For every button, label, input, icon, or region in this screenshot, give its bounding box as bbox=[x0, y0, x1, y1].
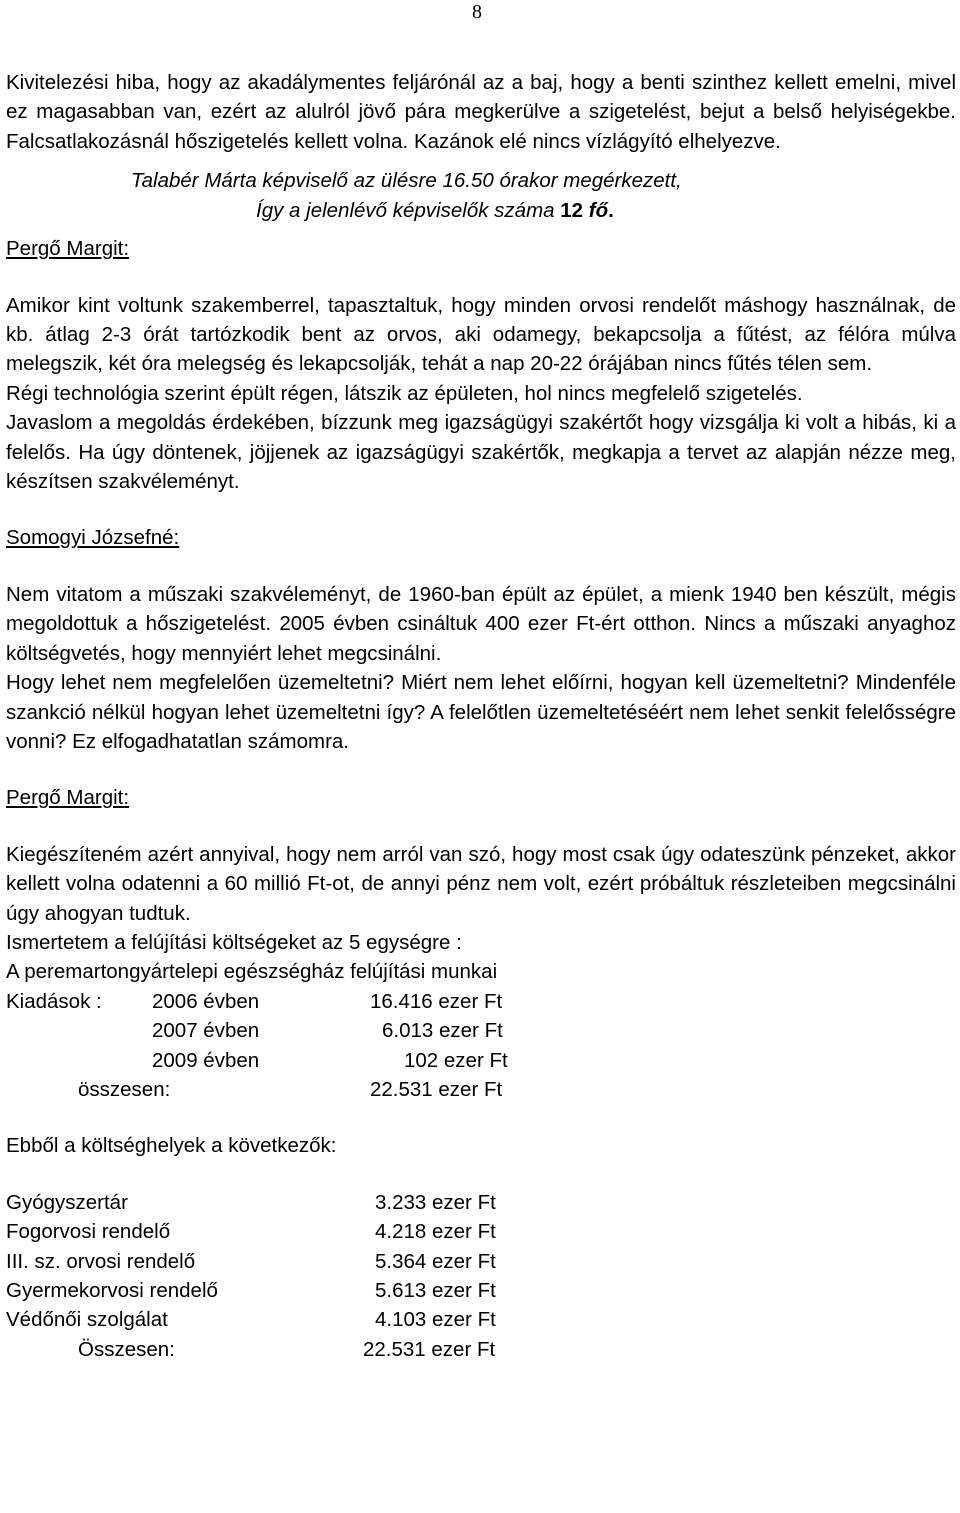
cost-place-amount: 5.364 ezer Ft bbox=[375, 1249, 496, 1273]
attendance-note bbox=[6, 166, 956, 226]
paragraph-old-technology: Régi technológia szerint épült régen, látszik az épületen, hol nincs megfelelő szigetelés. bbox=[6, 381, 803, 405]
paragraph-cost-intro: Ismertetem a felújítási költségeket az 5 egységre : bbox=[6, 930, 462, 954]
cost-place-total-amount: 22.531 ezer Ft bbox=[363, 1337, 496, 1361]
cost-place-amount: 4.218 ezer Ft bbox=[375, 1220, 496, 1244]
expense-row bbox=[6, 1016, 956, 1045]
cost-place-amount: 3.233 ezer Ft bbox=[375, 1190, 496, 1214]
expenses-table bbox=[6, 987, 956, 1105]
attendance-note-prefix: Így a jelenlévő képviselők száma bbox=[256, 199, 561, 223]
page-number: 8 bbox=[472, 1, 482, 23]
cost-place-name: Gyógyszertár bbox=[6, 1190, 128, 1214]
cost-place-row bbox=[6, 1247, 956, 1276]
expense-amount: 6.013 ezer Ft bbox=[382, 1019, 503, 1043]
cost-place-name: III. sz. orvosi rendelő bbox=[6, 1249, 196, 1273]
document-body bbox=[6, 68, 956, 1364]
expense-year: 2006 évben bbox=[152, 989, 260, 1013]
expense-row bbox=[6, 1046, 956, 1075]
cost-place-name: Gyermekorvosi rendelő bbox=[6, 1278, 218, 1302]
attendee-count: 12 bbox=[560, 199, 584, 223]
expense-total-amount: 22.531 ezer Ft bbox=[370, 1077, 503, 1101]
paragraph-proposal-expert: Javaslom a megoldás érdekében, bízzunk meg igazságügyi szakértőt hogy vizsgálja ki volt a hibás, ki a felelős. Ha úgy döntenek, jöjjenek az igazságügyi szakértők, megkapja a tervet az alapján nézze meg, készítsen szakvéleményt. bbox=[6, 411, 956, 494]
cost-place-row bbox=[6, 1305, 956, 1334]
cost-place-amount: 4.103 ezer Ft bbox=[375, 1308, 496, 1332]
expenses-label: Kiadások : bbox=[6, 989, 102, 1013]
cost-place-name: Fogorvosi rendelő bbox=[6, 1220, 171, 1244]
cost-place-row bbox=[6, 1188, 956, 1217]
cost-place-total-label: Összesen: bbox=[78, 1337, 175, 1361]
speaker-pergo-margit-2: Pergő Margit: bbox=[6, 786, 130, 810]
expense-year: 2007 évben bbox=[152, 1019, 260, 1043]
attendance-note-period: . bbox=[608, 199, 614, 223]
cost-place-row bbox=[6, 1217, 956, 1246]
paragraph-operation-questions: Hogy lehet nem megfelelően üzemeltetni? Miért nem lehet előírni, hogyan kell üzemeltetni? Mindenféle szankció nélkül hogyan lehet üzemeltetni így? A felelőtlen üzemeltetéséért nem lehet senkit felelősségre vonni? Ez elfogadhatatlan számomra. bbox=[6, 671, 956, 753]
paragraph-health-center-title: A peremartongyártelepi egészségház felújítási munkai bbox=[6, 960, 498, 984]
attendance-note-line1: Talabér Márta képviselő az ülésre 16.50 órakor megérkezett, bbox=[131, 169, 682, 193]
attendance-note-line2 bbox=[6, 196, 956, 226]
cost-places-table bbox=[6, 1188, 956, 1364]
cost-place-name: Védőnői szolgálat bbox=[6, 1308, 168, 1332]
expense-row bbox=[6, 987, 956, 1016]
paragraph-construction-fault: Kivitelezési hiba, hogy az akadálymentes feljárónál az a baj, hogy a benti szinthez kellett emelni, mivel ez magasabban van, ezért az alulról jövő pára megkerülve a szigetelést, bejut a belső helyiségekbe. Falcsatlakozásnál hőszigetelés kellett volna. Kazánok elé nincs vízlágyító elhelyezve. bbox=[6, 71, 956, 153]
speaker-pergo-margit-1: Pergő Margit: bbox=[6, 237, 130, 261]
expense-amount: 16.416 ezer Ft bbox=[370, 989, 503, 1013]
paragraph-site-visit: Amikor kint voltunk szakemberrel, tapasztaltuk, hogy minden orvosi rendelőt máshogy használnak, de kb. átlag 2-3 órát tartózkodik bent az orvos, aki odamegy, bekapcsolja a fűtést, az félóra múlva melegszik, két óra melegség és lekapcsolják, tehát a nap 20-22 órájában nincs fűtés télen sem. bbox=[6, 293, 956, 376]
attendance-note-suffix: fő bbox=[583, 199, 609, 223]
paragraph-supplement: Kiegészíteném azért annyival, hogy nem arról van szó, hogy most csak úgy odateszünk pénzeket, akkor kellett volna odatenni a 60 millió Ft-ot, de annyi pénz nem volt, ezért próbáltuk részleteiben megcsinálni úgy ahogyan tudtuk. bbox=[6, 842, 956, 925]
paragraph-insulation: Nem vitatom a műszaki szakvéleményt, de 1960-ban épült az épület, a mienk 1940 ben készült, mégis megoldottuk a hőszigetelést. 2005 évben csináltuk 400 ezer Ft-ért otthon. Nincs a műszaki anyaghoz költségvetés, hogy mennyiért lehet megcsinálni. bbox=[6, 582, 956, 665]
cost-place-amount: 5.613 ezer Ft bbox=[375, 1278, 496, 1302]
cost-place-row bbox=[6, 1276, 956, 1305]
expense-year: 2009 évben bbox=[152, 1048, 260, 1072]
speaker-somogyi-jozsefne: Somogyi Józsefné: bbox=[6, 526, 180, 550]
expense-amount: 102 ezer Ft bbox=[404, 1048, 508, 1072]
expense-total-label: összesen: bbox=[78, 1077, 171, 1101]
cost-place-total-row bbox=[6, 1335, 956, 1364]
expense-total-row bbox=[6, 1075, 956, 1104]
paragraph-cost-places-intro: Ebből a költséghelyek a következők: bbox=[6, 1134, 337, 1158]
